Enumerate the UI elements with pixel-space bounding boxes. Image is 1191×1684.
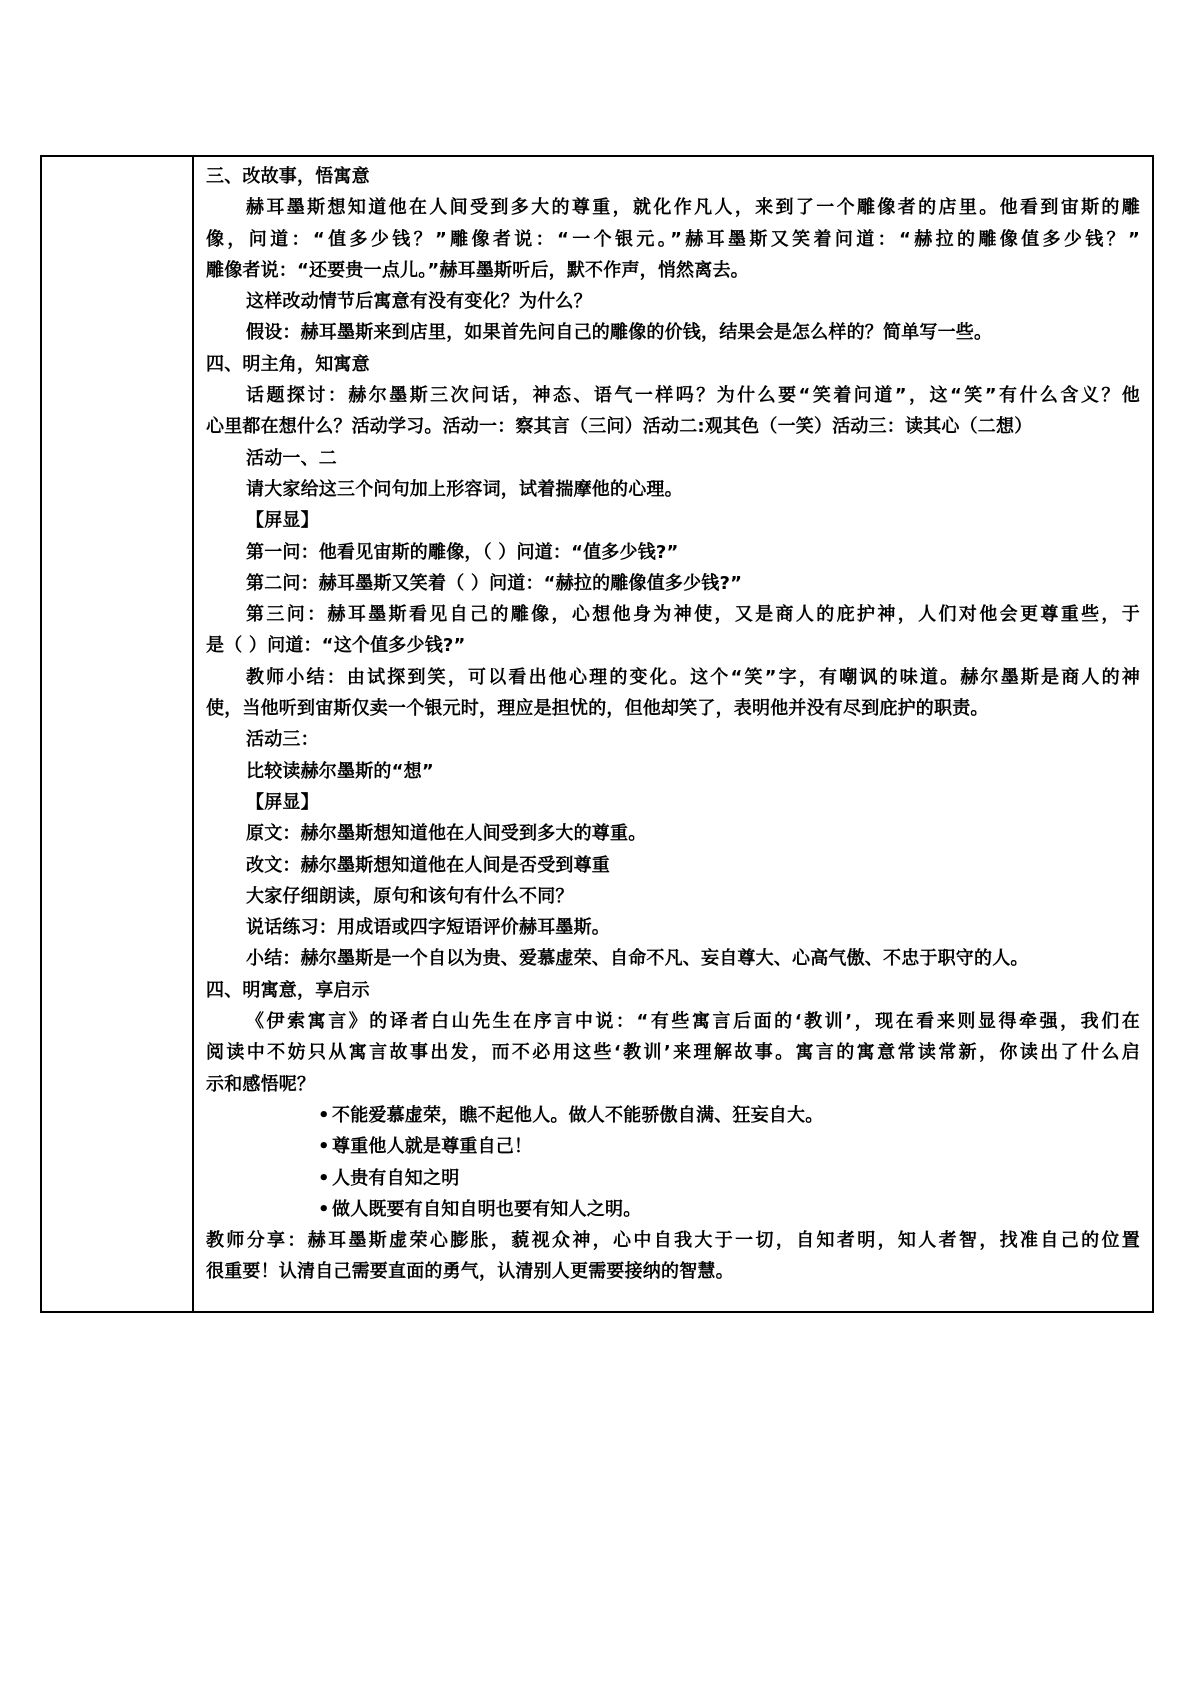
bullet-item — [206, 1194, 1140, 1225]
lesson-table — [40, 155, 1154, 1313]
bullet-dot: • — [318, 1104, 330, 1126]
screen-display-label: 【屏显】 — [246, 510, 319, 532]
bullet-text: 不能爱慕虚荣，瞧不起他人。做人不能骄傲自满、狂妄自大。 — [332, 1104, 824, 1126]
question-one-line: 第一问：他看见宙斯的雕像，（ ）问道：“值多少钱?” — [246, 541, 679, 563]
activity-label: 活动三： — [246, 729, 319, 751]
story-paragraph-line: 雕像者说：“还要贵一点儿。”赫耳墨斯听后，默不作声，悄然离去。 — [206, 259, 749, 281]
section-heading-4a: 四、明主角，知寓意 — [206, 353, 370, 375]
reading-question-line: 大家仔细朗读，原句和该句有什么不同？ — [246, 885, 574, 907]
bullet-item — [206, 1100, 1140, 1131]
question-line: 这样改动情节后寓意有没有变化？为什么？ — [246, 291, 592, 313]
bullet-text: 尊重他人就是尊重自己！ — [332, 1136, 533, 1158]
table-left-column — [42, 157, 194, 1311]
quote-paragraph-line: 示和感悟呢？ — [206, 1073, 316, 1095]
activity-label: 活动一、二 — [246, 447, 337, 469]
quote-paragraph-line: 阅读中不妨只从寓言故事出发，而不必用这些‘教训’来理解故事。寓言的寓意常读常新，你读出了什么启 — [206, 1042, 1140, 1064]
bullet-text: 做人既要有自知自明也要有知人之明。 — [332, 1198, 642, 1220]
bullet-dot: • — [318, 1198, 330, 1220]
bullet-item — [206, 1163, 1140, 1194]
teacher-summary-line: 教师小结：由试探到笑，可以看出他心理的变化。这个“笑”字，有嘲讽的味道。赫尔墨斯是商人的神 — [246, 666, 1140, 688]
teacher-share-line: 教师分享：赫耳墨斯虚荣心膨胀，藐视众神，心中自我大于一切，自知者明，知人者智，找准自己的位置 — [206, 1230, 1140, 1252]
teacher-share-line: 很重要！认清自己需要直面的勇气，认清别人更需要接纳的智慧。 — [206, 1261, 734, 1283]
instruction-line: 请大家给这三个问句加上形容词，试着揣摩他的心理。 — [246, 478, 683, 500]
story-paragraph-line: 赫耳墨斯想知道他在人间受到多大的尊重，就化作凡人，来到了一个雕像者的店里。他看到宙斯的雕 — [246, 197, 1140, 219]
teacher-summary-line: 使，当他听到宙斯仅卖一个银元时，理应是担忧的，但他却笑了，表明他并没有尽到庇护的职责。 — [206, 698, 989, 720]
original-text-line: 原文：赫尔墨斯想知道他在人间受到多大的尊重。 — [246, 823, 647, 845]
topic-discussion-line: 心里都在想什么？活动学习。活动一：察其言（三问）活动二:观其色（一笑）活动三：读其心（二想） — [206, 416, 1033, 438]
speaking-practice-line: 说话练习：用成语或四字短语评价赫耳墨斯。 — [246, 917, 610, 939]
story-paragraph-line: 像，问道：“值多少钱？”雕像者说：“一个银元。”赫耳墨斯又笑着问道：“赫拉的雕像值多少钱？” — [206, 228, 1140, 250]
revised-text-line: 改文：赫尔墨斯想知道他在人间是否受到尊重 — [246, 854, 610, 876]
question-three-line: 第三问：赫耳墨斯看见自己的雕像，心想他身为神使，又是商人的庇护神，人们对他会更尊重些，于 — [246, 604, 1140, 626]
bullet-dot: • — [318, 1167, 330, 1189]
question-three-line: 是（ ）问道：“这个值多少钱?” — [206, 635, 466, 657]
topic-discussion-line: 话题探讨：赫尔墨斯三次问话，神态、语气一样吗？为什么要“笑着问道”，这“笑”有什么含义？他 — [246, 385, 1140, 407]
screen-display-label: 【屏显】 — [246, 791, 319, 813]
quote-paragraph-line: 《伊索寓言》的译者白山先生在序言中说：“有些寓言后面的‘教训’，现在看来则显得牵强，我们在 — [246, 1011, 1140, 1033]
hypothesis-line: 假设：赫耳墨斯来到店里，如果首先问自己的雕像的价钱，结果会是怎么样的？简单写一些。 — [246, 322, 993, 344]
section-heading-3: 三、改故事，悟寓意 — [206, 166, 370, 187]
section-heading-4b: 四、明寓意，享启示 — [206, 979, 370, 1001]
table-content-column — [194, 157, 1152, 1311]
summary-line: 小结：赫尔墨斯是一个自以为贵、爱慕虚荣、自命不凡、妄自尊大、心高气傲、不忠于职守的人。 — [246, 948, 1029, 970]
question-two-line: 第二问：赫耳墨斯又笑着（ ）问道：“赫拉的雕像值多少钱?” — [246, 572, 743, 594]
bullet-text: 人贵有自知之明 — [332, 1167, 460, 1189]
compare-label: 比较读赫尔墨斯的“想” — [246, 760, 434, 782]
bullet-dot: • — [318, 1136, 330, 1158]
bullet-item — [206, 1131, 1140, 1162]
